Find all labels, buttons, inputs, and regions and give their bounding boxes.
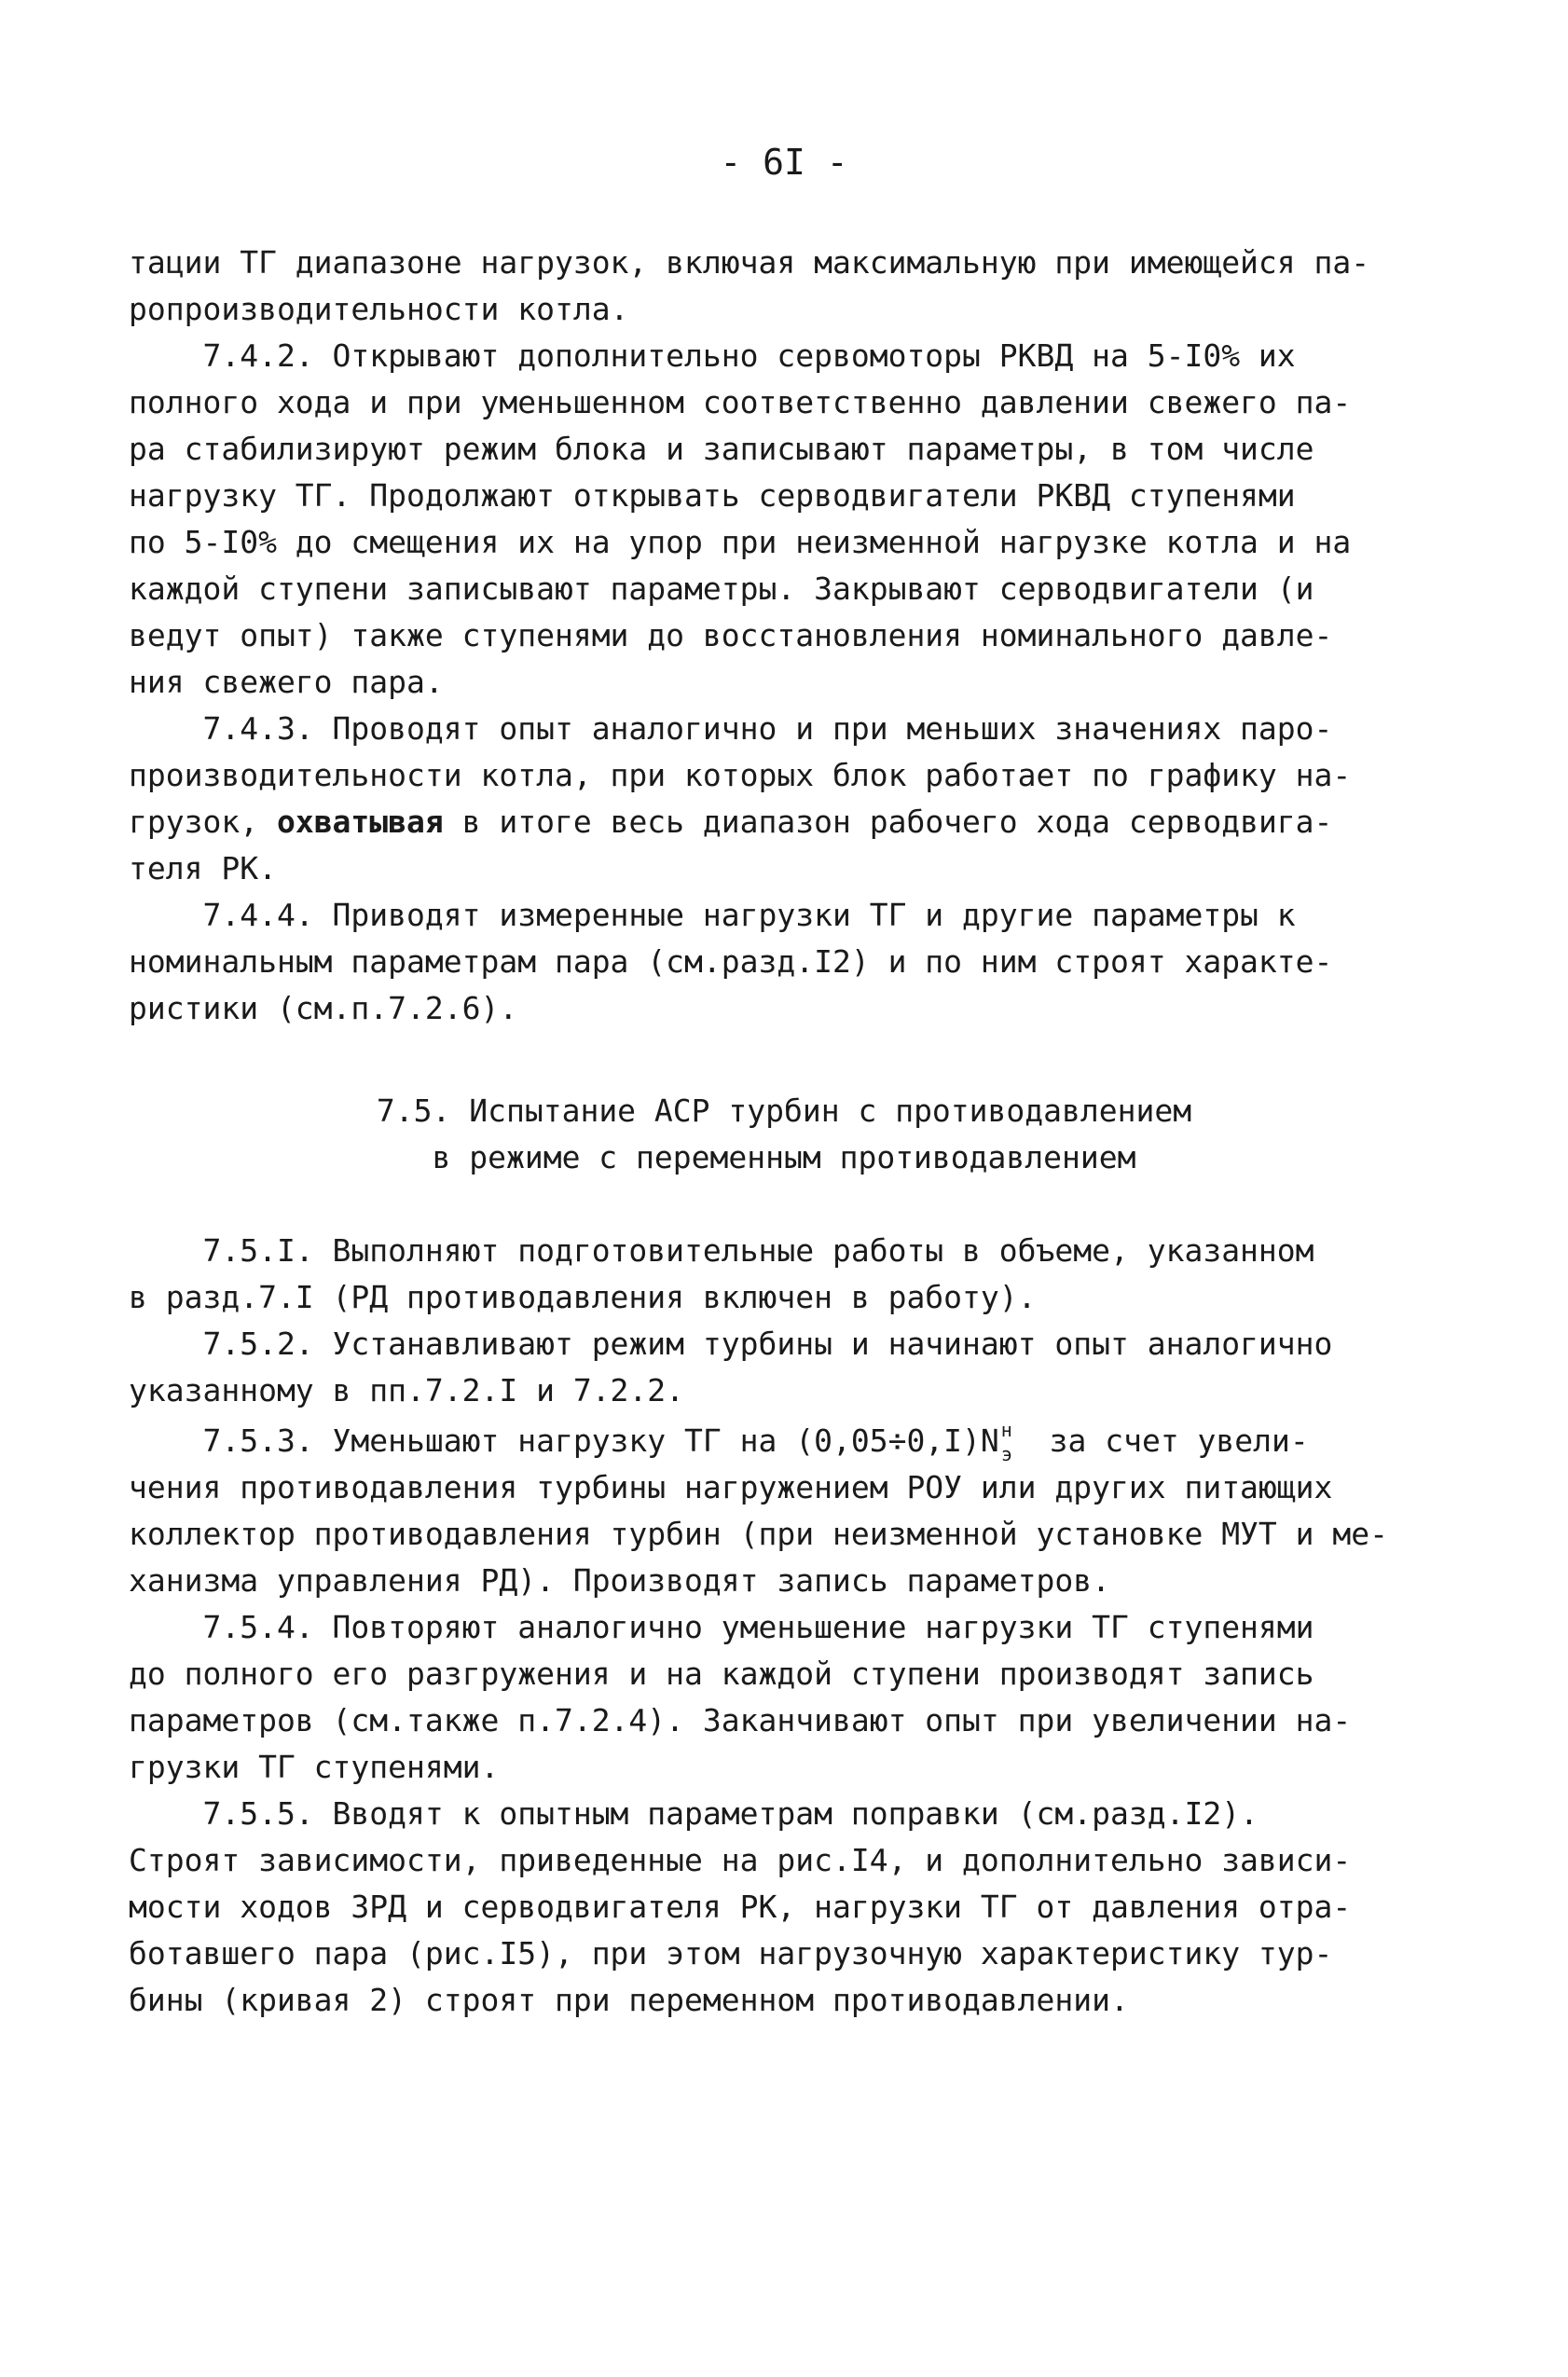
text-line: грузки ТГ ступенями. (129, 1749, 500, 1785)
paragraph-7-5-1-line: 7.5.I. Выполняют подготовительные работы в объеме, указанном (129, 1232, 1314, 1269)
text-line: бины (кривая 2) строят при переменном противодавлении. (129, 1982, 1129, 2018)
bold-word: охватывая (276, 804, 444, 840)
subscript: э (1000, 1443, 1012, 1465)
text-line: указанному в пп.7.2.I и 7.2.2. (129, 1372, 685, 1408)
text-line: до полного его разгружения и на каждой ступени производят запись (129, 1656, 1314, 1692)
text-line: ния свежего пара. (129, 664, 444, 700)
page-number: - 6I - (720, 142, 848, 183)
text-line: нагрузку ТГ. Продолжают открывать серводвигатели РКВД ступенями (129, 477, 1296, 514)
paragraph-7-5-5-line: 7.5.5. Вводят к опытным параметрам поправки (см.разд.I2). (129, 1795, 1259, 1832)
text-line: чения противодавления турбины нагружением РОУ или других питающих (129, 1469, 1333, 1505)
paragraph-7-4-3-line: 7.4.3. Проводят опыт аналогично и при меньших значениях паро- (129, 710, 1333, 747)
text-line: ропроизводительности котла. (129, 291, 629, 327)
text-line: теля РК. (129, 850, 277, 886)
text-line: в разд.7.I (РД противодавления включен в работу). (129, 1279, 1037, 1315)
text-line (129, 804, 1332, 841)
text-line: мости ходов ЗРД и серводвигателя РК, нагрузки ТГ от давления отра- (129, 1889, 1352, 1925)
text-span: за счет увели- (1011, 1422, 1309, 1459)
paragraph-7-5-3-line (129, 1419, 1309, 1465)
text-line: параметров (см.также п.7.2.4). Заканчивают опыт при увеличении на- (129, 1702, 1352, 1738)
text-line: производительности котла, при которых блок работает по графику на- (129, 757, 1352, 793)
text-line: полного хода и при уменьшенном соответственно давлении свежего па- (129, 384, 1352, 420)
text-span: грузок, (129, 804, 277, 840)
text-line: ведут опыт) также ступенями до восстановления номинального давле- (129, 617, 1333, 653)
text-line: ханизма управления РД). Производят запись параметров. (129, 1562, 1110, 1599)
text-line: каждой ступени записывают параметры. Закрывают серводвигатели (и (129, 570, 1314, 607)
paragraph-7-4-4-line: 7.4.4. Приводят измеренные нагрузки ТГ и другие параметры к (129, 897, 1296, 933)
text-span: в итоге весь диапазон рабочего хода серводвига- (443, 804, 1333, 840)
paragraph-7-5-4-line: 7.5.4. Повторяют аналогично уменьшение нагрузки ТГ ступенями (129, 1609, 1314, 1645)
text-line: номинальным параметрам пара (см.разд.I2) и по ним строят характе- (129, 943, 1333, 980)
text-line: коллектор противодавления турбин (при неизменной установке МУТ и ме- (129, 1516, 1389, 1552)
section-heading: в режиме с переменным противодавлением (432, 1139, 1136, 1175)
superscript: н (1000, 1419, 1012, 1441)
text-line: ра стабилизируют режим блока и записывают параметры, в том числе (129, 431, 1314, 467)
paragraph-7-5-2-line: 7.5.2. Устанавливают режим турбины и начинают опыт аналогично (129, 1326, 1333, 1362)
section-heading: 7.5. Испытание АСР турбин с противодавлением (376, 1092, 1192, 1129)
text-line: ботавшего пара (рис.I5), при этом нагрузочную характеристику тур- (129, 1935, 1333, 1972)
text-line: Строят зависимости, приведенные на рис.I4, и дополнительно зависи- (129, 1842, 1352, 1878)
text-line: ристики (см.п.7.2.6). (129, 990, 518, 1026)
paragraph-7-4-2-line: 7.4.2. Открывают дополнительно сервомоторы РКВД на 5-I0% их (129, 337, 1296, 374)
text-line: тации ТГ диапазоне нагрузок, включая максимальную при имеющейся па- (129, 244, 1370, 281)
text-line: по 5-I0% до смещения их на упор при неизменной нагрузке котла и на (129, 524, 1352, 560)
text-span: 7.5.3. Уменьшают нагрузку ТГ на (0,05÷0,I)N (129, 1422, 999, 1459)
